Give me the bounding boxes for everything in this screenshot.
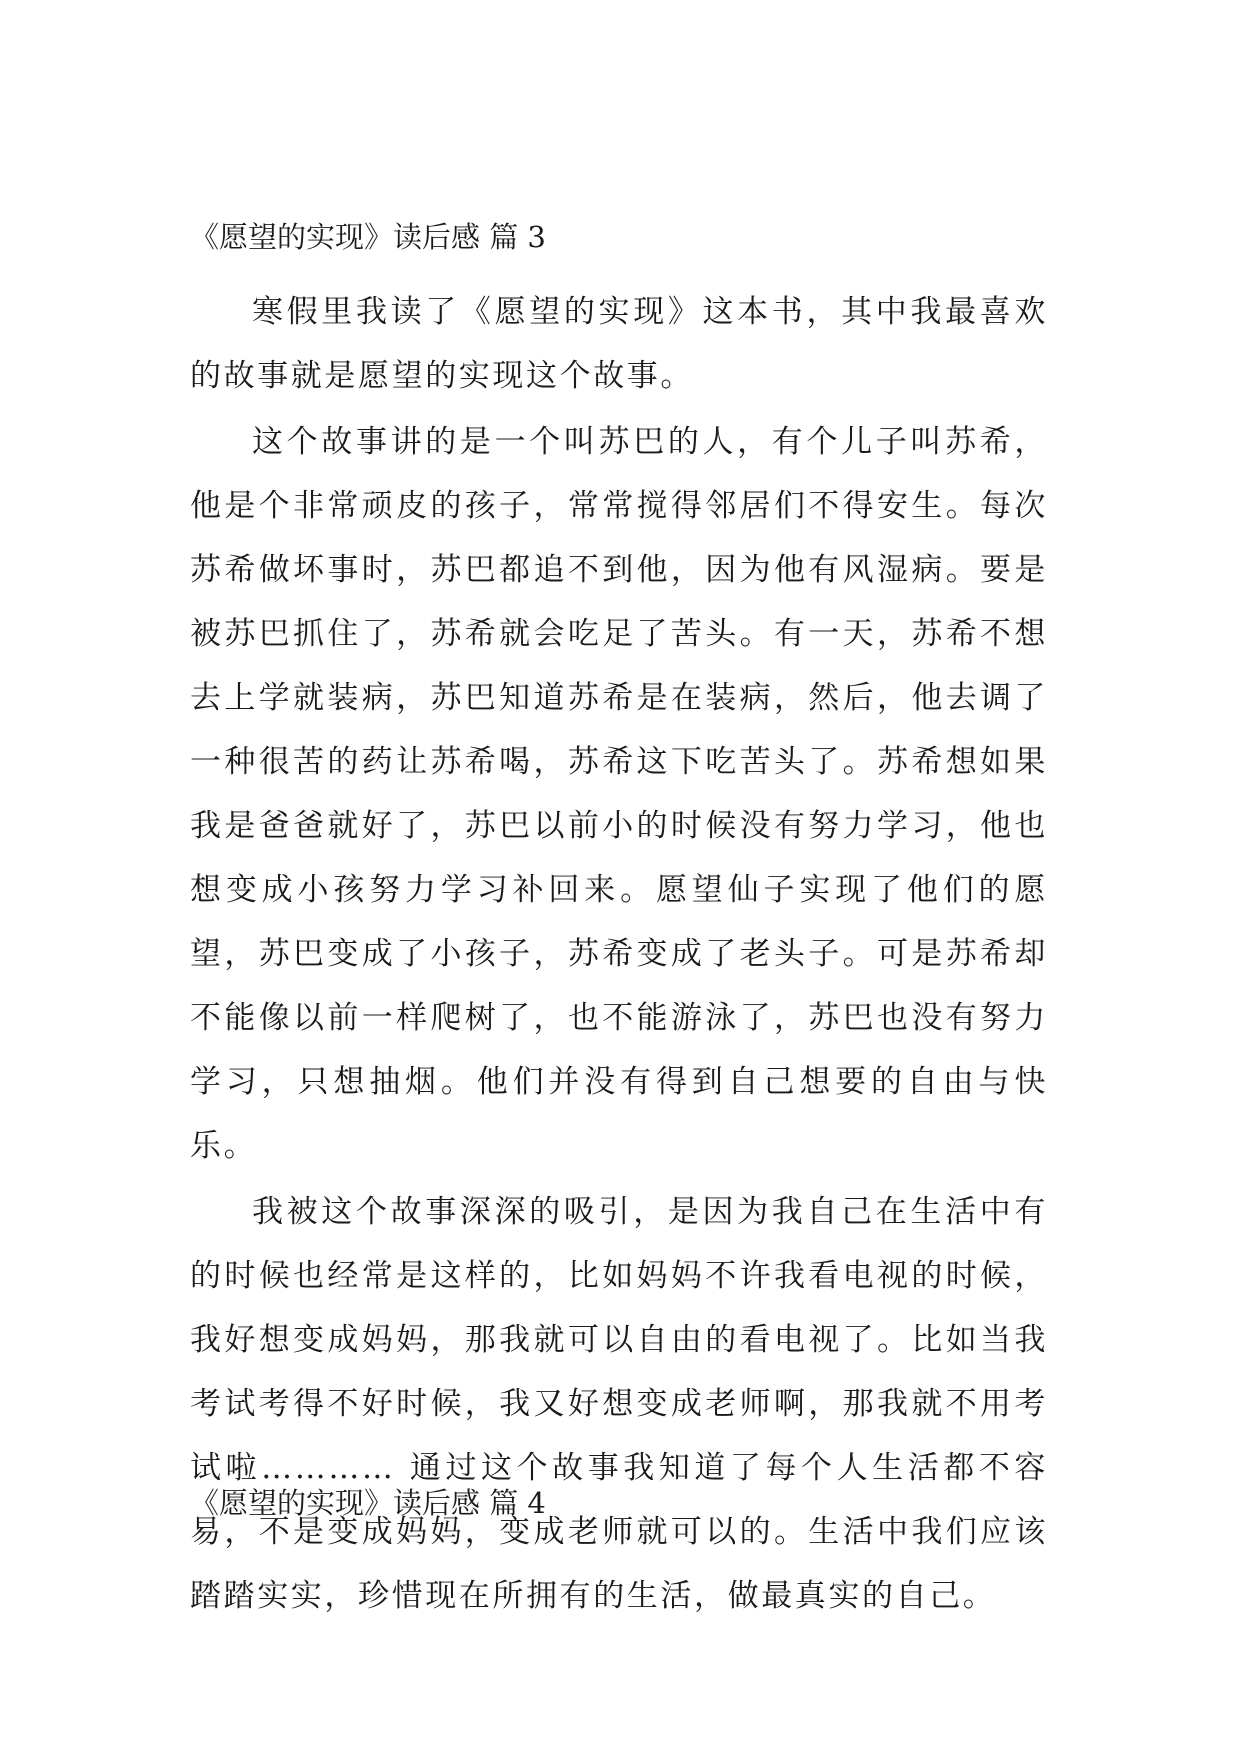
paragraph-3: 我被这个故事深深的吸引，是因为我自己在生活中有的时候也经常是这样的，比如妈妈不许我看电视的时候，我好想变成妈妈，那我就可以自由的看电视了。比如当我考试考得不好时候，我又好想变成老师啊，那我就不用考试啦………… 通过这个故事我知道了每个人生活都不容易，不是变成妈妈，变成老师就可以的。生活中我们应该踏踏实实，珍惜现在所拥有的生活，做最真实的自己。 xyxy=(190,1194,1048,1614)
document-body xyxy=(190,218,1048,1628)
section-3-title: 《愿望的实现》读后感 篇 3 xyxy=(190,220,546,254)
section-4-title: 《愿望的实现》读后感 篇 4 xyxy=(190,1486,546,1520)
paragraph-1: 寒假里我读了《愿望的实现》这本书，其中我最喜欢的故事就是愿望的实现这个故事。 xyxy=(190,294,1048,394)
paragraph-2: 这个故事讲的是一个叫苏巴的人，有个儿子叫苏希，他是个非常顽皮的孩子，常常搅得邻居们不得安生。每次苏希做坏事时，苏巴都追不到他，因为他有风湿病。要是被苏巴抓住了，苏希就会吃足了苦头。有一天，苏希不想去上学就装病，苏巴知道苏希是在装病，然后，他去调了一种很苦的药让苏希喝，苏希这下吃苦头了。苏希想如果我是爸爸就好了，苏巴以前小的时候没有努力学习，他也想变成小孩努力学习补回来。愿望仙子实现了他们的愿望，苏巴变成了小孩子，苏希变成了老头子。可是苏希却不能像以前一样爬树了，也不能游泳了，苏巴也没有努力学习，只想抽烟。他们并没有得到自己想要的自由与快乐。 xyxy=(190,424,1048,1164)
